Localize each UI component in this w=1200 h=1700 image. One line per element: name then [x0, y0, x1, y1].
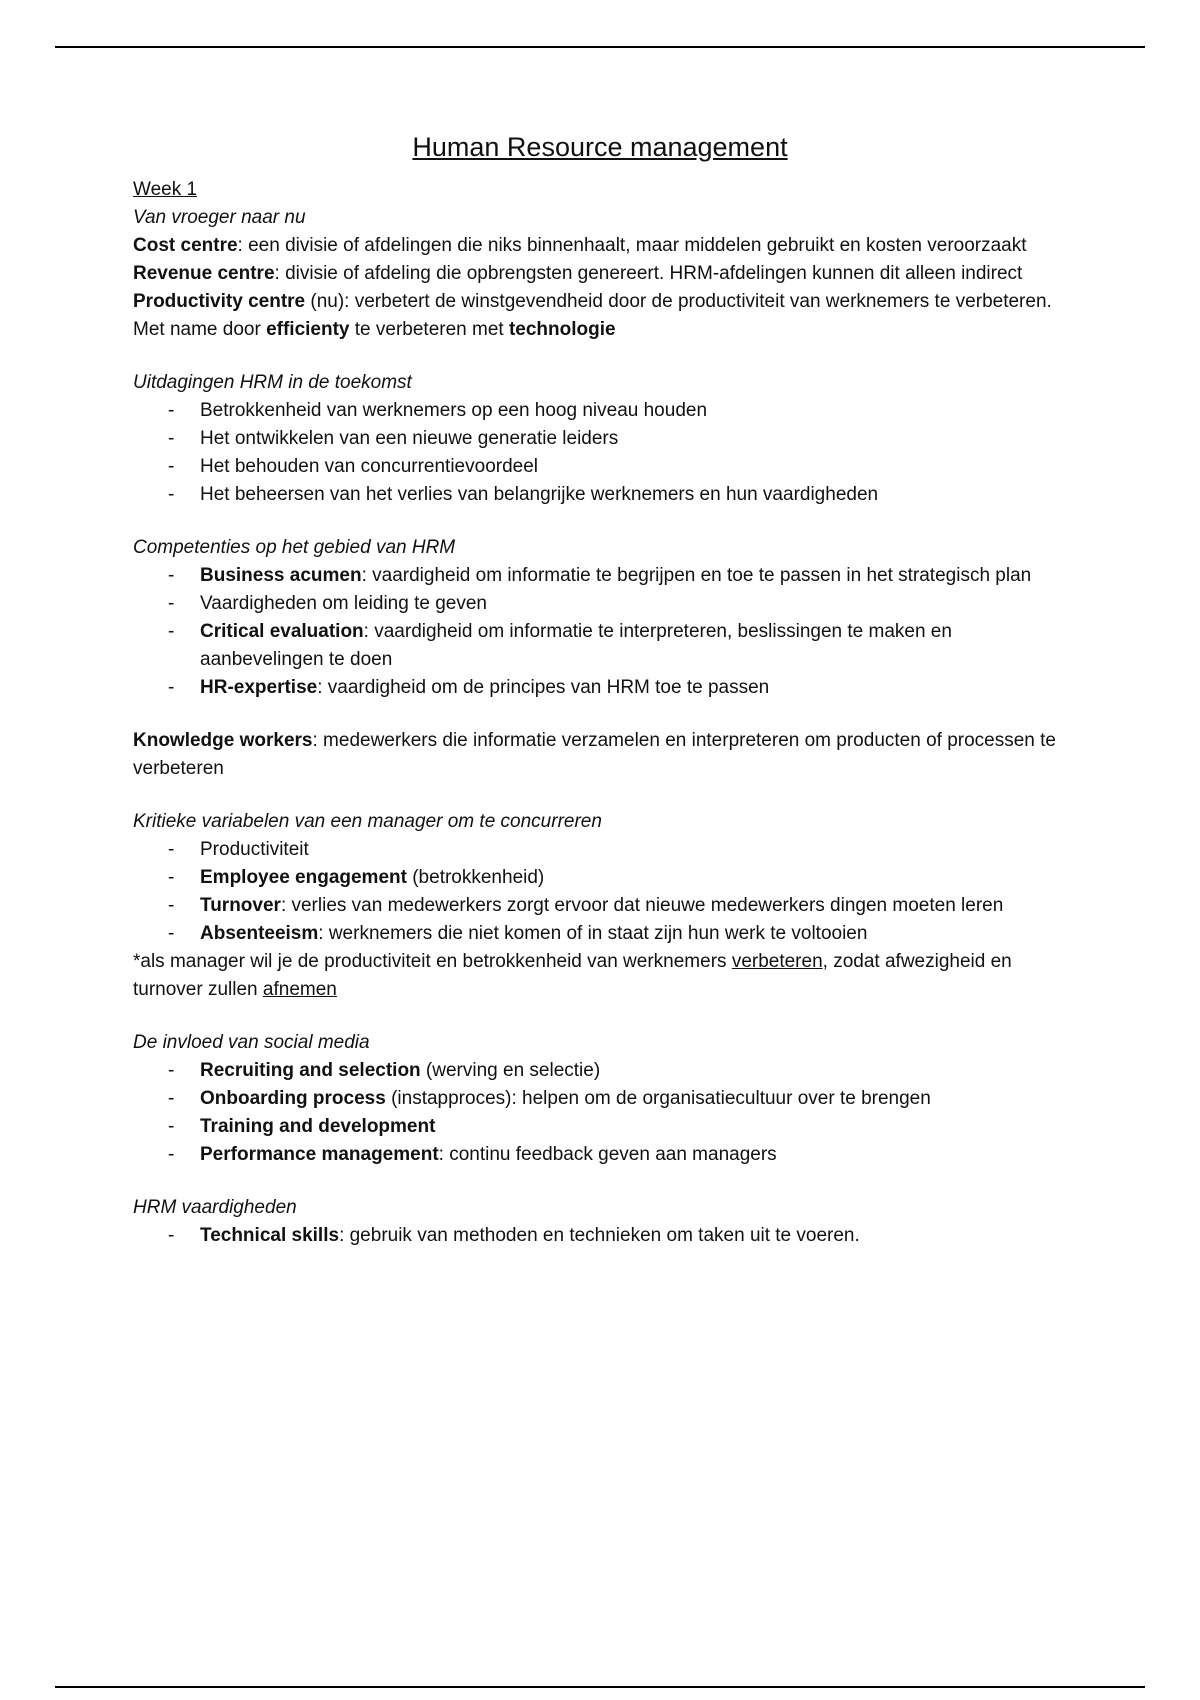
text-run: : gebruik van methoden en technieken om taken uit te voeren.	[339, 1225, 860, 1246]
list-item-text	[200, 1141, 1067, 1169]
text-run: Competenties op het gebied van HRM	[133, 537, 456, 558]
text-run: , zodat afwezigheid en turnover zullen	[133, 951, 1012, 1000]
text-run: : divisie of afdeling die opbrengsten genereert. HRM-afdelingen kunnen dit alleen indirect	[274, 263, 1023, 284]
text-run: Het behouden van concurrentievoordeel	[200, 456, 539, 477]
text-run: *als manager wil je de productiviteit en betrokkenheid van werknemers	[133, 951, 732, 972]
list-item	[133, 920, 1067, 948]
text-run: Absenteeism	[200, 923, 319, 944]
text-run: Critical evaluation	[200, 621, 364, 642]
paragraph	[133, 727, 1067, 783]
list-item-text	[200, 864, 1067, 892]
blank-line	[133, 509, 1067, 534]
text-run: te verbeteren met	[349, 319, 509, 340]
list-item	[133, 674, 1067, 702]
text-run: : vaardigheid om informatie te begrijpen en toe te passen in het strategisch plan	[361, 565, 1032, 586]
text-run: Onboarding process	[200, 1088, 386, 1109]
bullet-dash: -	[168, 456, 175, 477]
bullet-dash: -	[168, 621, 175, 642]
bullet-dash: -	[168, 1144, 175, 1165]
bullet-dash: -	[168, 895, 175, 916]
text-run: Van vroeger naar nu	[133, 207, 306, 228]
bullet-dash: -	[168, 1088, 175, 1109]
text-run: : vaardigheid om informatie te interpreteren, beslissingen te maken en aanbevelingen te doen	[200, 621, 952, 670]
list-item	[133, 1222, 1067, 1250]
text-run: De invloed van social media	[133, 1032, 370, 1053]
paragraph	[133, 948, 1067, 1004]
text-run: (betrokkenheid)	[406, 867, 545, 888]
list-item	[133, 397, 1067, 425]
bullet-dash: -	[168, 923, 175, 944]
list-item	[133, 562, 1067, 590]
list-item	[133, 425, 1067, 453]
blank-line	[133, 1169, 1067, 1194]
text-run: Training and development	[200, 1116, 436, 1137]
bullet-dash: -	[168, 484, 175, 505]
list-item	[133, 1141, 1067, 1169]
text-run: Week 1	[133, 179, 198, 200]
text-run: Productiviteit	[200, 839, 309, 860]
blank-line	[133, 702, 1067, 727]
list-item-text	[200, 1113, 1067, 1141]
text-run: Kritieke variabelen van een manager om te concurreren	[133, 811, 602, 832]
text-run: (nu): verbetert de winstgevendheid door de productiviteit van werknemers te verbeteren. Met name door	[133, 291, 1052, 340]
paragraph	[133, 1029, 1067, 1057]
text-run: Revenue centre	[133, 263, 275, 284]
list-item	[133, 1113, 1067, 1141]
text-run: Business acumen	[200, 565, 362, 586]
text-run: Knowledge workers	[133, 730, 313, 751]
text-run: : continu feedback geven aan managers	[438, 1144, 777, 1165]
text-run: Betrokkenheid van werknemers op een hoog niveau houden	[200, 400, 708, 421]
text-run: : verlies van medewerkers zorgt ervoor dat nieuwe medewerkers dingen moeten leren	[280, 895, 1004, 916]
bullet-dash: -	[168, 1060, 175, 1081]
list-item-text	[200, 397, 1067, 425]
bottom-page-rule	[55, 1686, 1145, 1688]
top-page-rule	[55, 46, 1145, 48]
text-run: Vaardigheden om leiding te geven	[200, 593, 487, 614]
paragraph	[133, 1194, 1067, 1222]
bullet-dash: -	[168, 677, 175, 698]
text-run: : werknemers die niet komen of in staat zijn hun werk te voltooien	[318, 923, 868, 944]
text-run: verbeteren	[731, 951, 823, 972]
list-item	[133, 836, 1067, 864]
bullet-dash: -	[168, 593, 175, 614]
blank-line	[133, 1004, 1067, 1029]
list-item-text	[200, 892, 1067, 920]
text-run: : medewerkers die informatie verzamelen en interpreteren om producten of processen te verbeteren	[133, 730, 1056, 779]
bullet-dash: -	[168, 565, 175, 586]
bullet-dash: -	[168, 867, 175, 888]
list-item-text	[200, 674, 1067, 702]
list-item	[133, 1085, 1067, 1113]
list-item	[133, 590, 1067, 618]
text-run: Cost centre	[133, 235, 238, 256]
list-item-text	[200, 481, 1067, 509]
list-item-text	[200, 562, 1067, 590]
list-item-text	[200, 1057, 1067, 1085]
text-run: Uitdagingen HRM in de toekomst	[133, 372, 412, 393]
list-item-text	[200, 453, 1067, 481]
text-run: (instapproces): helpen om de organisatiecultuur over te brengen	[385, 1088, 931, 1109]
text-run: Performance management	[200, 1144, 439, 1165]
paragraph	[133, 176, 1067, 204]
list-item	[133, 864, 1067, 892]
list-item-text	[200, 590, 1067, 618]
text-run: Het beheersen van het verlies van belangrijke werknemers en hun vaardigheden	[200, 484, 879, 505]
list-item-text	[200, 1085, 1067, 1113]
document-blocks	[133, 176, 1067, 1250]
paragraph	[133, 260, 1067, 288]
list-item	[133, 1057, 1067, 1085]
list-item-text	[200, 920, 1067, 948]
text-run: technologie	[508, 319, 616, 340]
list-item-text	[200, 618, 1067, 674]
paragraph	[133, 369, 1067, 397]
paragraph	[133, 232, 1067, 260]
text-run: Turnover	[200, 895, 281, 916]
bullet-dash: -	[168, 400, 175, 421]
list-item	[133, 453, 1067, 481]
list-item-text	[200, 425, 1067, 453]
document-content	[133, 130, 1067, 1250]
text-run: Recruiting and selection	[200, 1060, 421, 1081]
bullet-dash: -	[168, 839, 175, 860]
page-title: Human Resource management	[412, 132, 788, 162]
blank-line	[133, 783, 1067, 808]
list-item-text	[200, 836, 1067, 864]
text-run: afnemen	[262, 979, 337, 1000]
text-run: : vaardigheid om de principes van HRM toe te passen	[317, 677, 770, 698]
text-run: : een divisie of afdelingen die niks binnenhaalt, maar middelen gebruikt en kosten veroorzaakt	[237, 235, 1027, 256]
text-run: Het ontwikkelen van een nieuwe generatie leiders	[200, 428, 619, 449]
list-item-text	[200, 1222, 1067, 1250]
paragraph	[133, 808, 1067, 836]
text-run: HRM vaardigheden	[133, 1197, 297, 1218]
bullet-dash: -	[168, 1225, 175, 1246]
bullet-dash: -	[168, 1116, 175, 1137]
paragraph	[133, 204, 1067, 232]
text-run: (werving en selectie)	[420, 1060, 601, 1081]
text-run: Technical skills	[200, 1225, 340, 1246]
text-run: HR-expertise	[200, 677, 318, 698]
bullet-dash: -	[168, 428, 175, 449]
text-run: efficienty	[266, 319, 350, 340]
paragraph	[133, 534, 1067, 562]
list-item	[133, 892, 1067, 920]
blank-line	[133, 344, 1067, 369]
list-item	[133, 618, 1067, 674]
text-run: Employee engagement	[200, 867, 407, 888]
paragraph	[133, 288, 1067, 344]
text-run: Productivity centre	[133, 291, 306, 312]
list-item	[133, 481, 1067, 509]
